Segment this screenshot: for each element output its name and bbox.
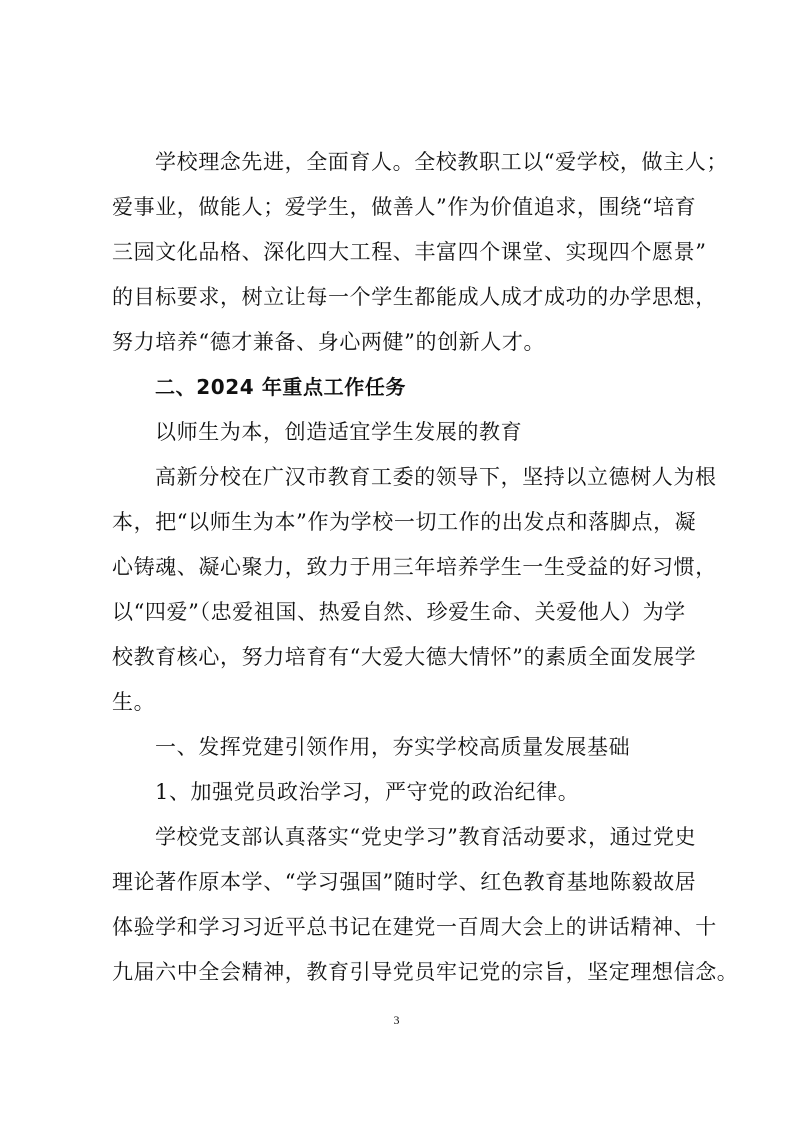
- page-number: 3: [393, 1013, 400, 1027]
- text-line: 本，把“以师生为本”作为学校一切工作的出发点和落脚点，凝: [112, 510, 697, 534]
- text-line: 九届六中全会精神，教育引导党员牢记党的宗旨，坚定理想信念。: [112, 960, 739, 984]
- text-line: 校教育核心，努力培育有“大爱大德大情怀”的素质全面发展学: [112, 645, 697, 669]
- text-line: 的目标要求，树立让每一个学生都能成人成才成功的办学思想，: [112, 285, 717, 309]
- text-line: 努力培养“德才兼备、身心两健”的创新人才。: [112, 330, 546, 354]
- section-heading: 二、2024 年重点工作任务: [155, 375, 407, 399]
- text-line: 心铸魂、凝心聚力，致力于用三年培养学生一生受益的好习惯，: [112, 555, 717, 579]
- text-line: 1、加强党员政治学习，严守党的政治纪律。: [155, 780, 580, 804]
- text-line: 理论著作原本学、“学习强国”随时学、红色教育基地陈毅故居: [112, 870, 697, 894]
- text-line: 以“四爱”（忠爱祖国、热爱自然、珍爱生命、关爱他人）为学: [112, 600, 686, 624]
- text-line: 学校理念先进，全面育人。全校教职工以“爱学校，做主人；: [155, 150, 728, 174]
- text-line: 体验学和学习习近平总书记在建党一百周大会上的讲话精神、十: [112, 915, 717, 939]
- text-line: 高新分校在广汉市教育工委的领导下，坚持以立德树人为根: [155, 465, 717, 489]
- text-line: 以师生为本，创造适宜学生发展的教育: [155, 420, 523, 444]
- text-line: 学校党支部认真落实“党史学习”教育活动要求，通过党史: [155, 825, 697, 849]
- text-line: 三园文化品格、深化四大工程、丰富四个课堂、实现四个愿景”: [112, 240, 707, 264]
- text-line: 生。: [112, 690, 156, 714]
- text-line: 爱事业，做能人；爱学生，做善人”作为价值追求，围绕“培育: [112, 195, 697, 219]
- text-line: 一、发挥党建引领作用，夯实学校高质量发展基础: [155, 735, 631, 759]
